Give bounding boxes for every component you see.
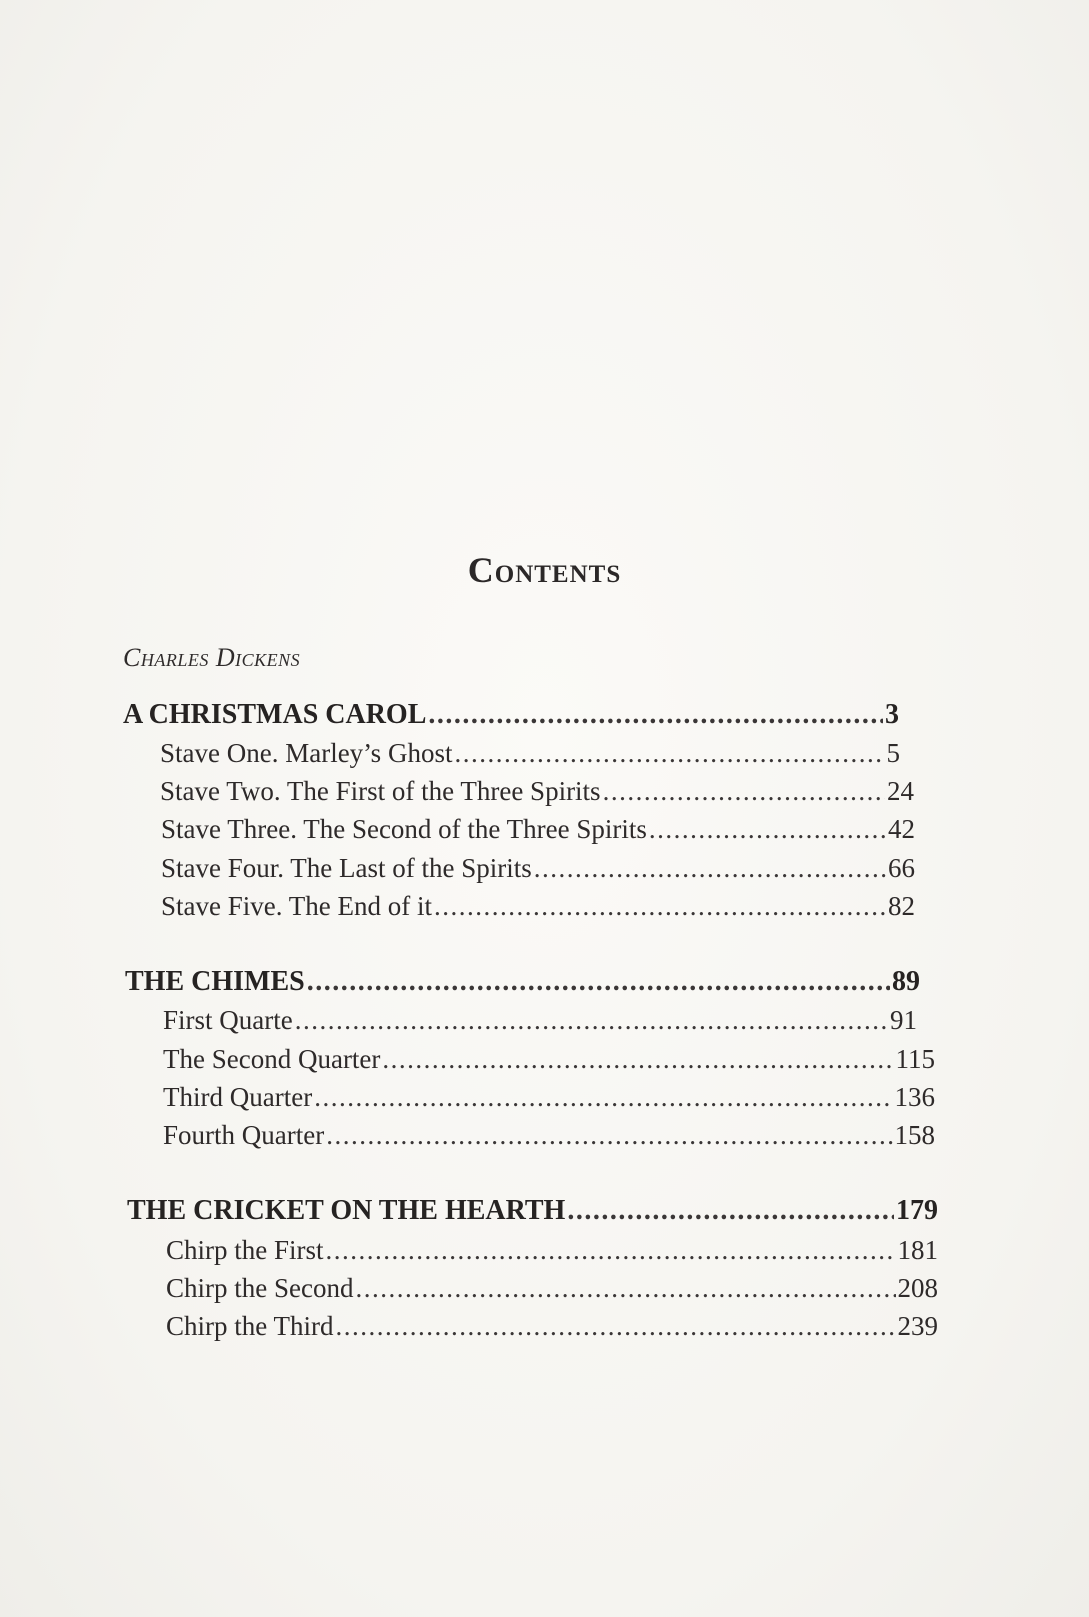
toc-entry-title: Third Quarter bbox=[163, 1082, 313, 1112]
toc-leader-dots bbox=[454, 734, 884, 772]
toc-page-number: 179 bbox=[896, 1195, 938, 1226]
toc-entry-title: The Second Quarter bbox=[163, 1044, 381, 1074]
toc-page-number: 5 bbox=[886, 738, 900, 768]
toc-entry bbox=[160, 772, 914, 810]
toc-part-christmas-carol bbox=[123, 696, 899, 734]
toc-page-number: 115 bbox=[895, 1044, 935, 1074]
contents-heading: Contents bbox=[467, 550, 622, 590]
toc-leader-dots bbox=[295, 1001, 888, 1039]
toc-part-title: THE CRICKET ON THE HEARTH bbox=[127, 1195, 566, 1226]
toc-entry bbox=[163, 1001, 917, 1039]
toc-entry-title: Stave One. Marley’s Ghost bbox=[160, 738, 453, 768]
toc-page-number: 82 bbox=[888, 891, 915, 921]
toc-entry-title: Chirp the First bbox=[166, 1235, 324, 1265]
toc-page-number: 3 bbox=[885, 699, 899, 730]
toc-part-chimes bbox=[125, 963, 920, 1001]
toc-entry-title: Chirp the Third bbox=[166, 1311, 334, 1341]
toc-entry-title: First Quarte bbox=[163, 1005, 293, 1035]
toc-entry-title: Stave Two. The First of the Three Spirits bbox=[160, 776, 601, 806]
author-name: Charles Dickens bbox=[123, 643, 301, 672]
toc-leader-dots bbox=[314, 1078, 892, 1116]
toc-page-number: 24 bbox=[887, 776, 914, 806]
toc-part-title: THE CHIMES bbox=[125, 966, 305, 997]
toc-page-number: 181 bbox=[897, 1235, 938, 1265]
toc-page-number: 42 bbox=[888, 814, 915, 844]
toc-page-number: 158 bbox=[894, 1120, 935, 1150]
toc-entry bbox=[166, 1269, 938, 1307]
toc-page-number: 66 bbox=[888, 853, 915, 883]
toc-page-number: 239 bbox=[897, 1311, 938, 1341]
toc-entry-title: Chirp the Second bbox=[166, 1273, 354, 1303]
toc-entry bbox=[163, 1078, 935, 1116]
toc-leader-dots bbox=[326, 1231, 896, 1269]
toc-leader-dots bbox=[567, 1192, 894, 1230]
toc-entry-title: Fourth Quarter bbox=[163, 1120, 325, 1150]
toc-entry bbox=[161, 849, 915, 887]
toc-leader-dots bbox=[534, 849, 886, 887]
toc-entry bbox=[163, 1040, 935, 1078]
toc-leader-dots bbox=[355, 1269, 895, 1307]
toc-page-number: 208 bbox=[897, 1273, 938, 1303]
toc-entry-title: Stave Three. The Second of the Three Spirits bbox=[161, 814, 647, 844]
toc-entry-title: Stave Four. The Last of the Spirits bbox=[161, 853, 532, 883]
toc-entry bbox=[160, 734, 900, 772]
toc-part-cricket-on-the-hearth bbox=[127, 1192, 938, 1230]
toc-entry bbox=[166, 1231, 938, 1269]
toc-entry bbox=[161, 887, 915, 925]
toc-entry-title: Stave Five. The End of it bbox=[161, 891, 432, 921]
toc-leader-dots bbox=[603, 772, 885, 810]
toc-entry bbox=[161, 810, 915, 848]
toc-leader-dots bbox=[335, 1307, 895, 1345]
toc-part-title: A CHRISTMAS CAROL bbox=[123, 699, 427, 730]
toc-leader-dots bbox=[382, 1040, 893, 1078]
toc-entry bbox=[166, 1307, 938, 1345]
toc-leader-dots bbox=[326, 1116, 892, 1154]
toc-entry bbox=[163, 1116, 935, 1154]
toc-page-number: 89 bbox=[892, 966, 920, 997]
toc-page-number: 136 bbox=[894, 1082, 935, 1112]
toc-leader-dots bbox=[434, 887, 886, 925]
toc-page-number: 91 bbox=[890, 1005, 917, 1035]
toc-leader-dots bbox=[428, 696, 883, 734]
toc-leader-dots bbox=[649, 810, 886, 848]
toc-leader-dots bbox=[307, 963, 890, 1001]
